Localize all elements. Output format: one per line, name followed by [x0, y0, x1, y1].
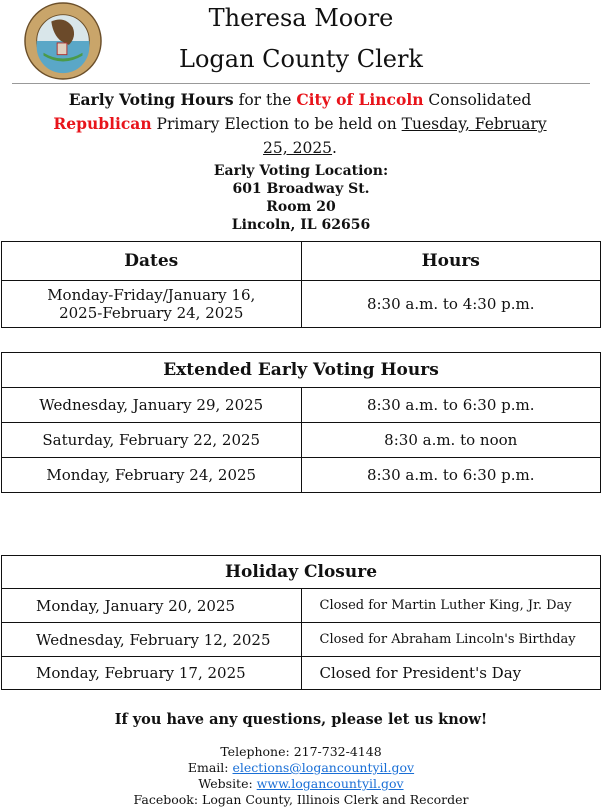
table-row [2, 423, 601, 458]
closure-cell: Closed for Martin Luther King, Jr. Day [301, 589, 601, 623]
intro-text-part: Primary Election to be held on [151, 115, 402, 133]
phone-number: 217-732-4148 [293, 744, 382, 759]
date-cell: Monday-Friday/January 16, 2025-February 24, 2025 [2, 281, 302, 328]
intro-text-part: Consolidated [423, 91, 532, 109]
party-name: Republican [53, 114, 152, 133]
clerk-office: Logan County Clerk [179, 45, 423, 73]
hours-cell: 8:30 a.m. to 6:30 p.m. [301, 458, 601, 493]
hours-table [1, 241, 601, 328]
date-cell: Monday, February 24, 2025 [2, 458, 302, 493]
date-cell: Wednesday, February 12, 2025 [2, 623, 302, 657]
voting-location [0, 162, 602, 234]
location-address: 601 Broadway St. [232, 181, 370, 197]
hours-cell: 8:30 a.m. to 6:30 p.m. [301, 388, 601, 423]
header-dates: Dates [2, 242, 302, 281]
contact-info [0, 744, 602, 808]
election-date: Tuesday, February 25, 2025 [263, 115, 547, 157]
table-row [2, 623, 601, 657]
website-label: Website: [198, 776, 257, 791]
location-room: Room 20 [266, 199, 336, 215]
email-label: Email: [187, 760, 233, 775]
city-name: City of Lincoln [296, 90, 424, 109]
location-label: Early Voting Location: [213, 163, 389, 179]
closure-cell: Closed for President's Day [301, 657, 601, 690]
date-cell: Saturday, February 22, 2025 [2, 423, 302, 458]
hours-cell: 8:30 a.m. to noon [301, 423, 601, 458]
clerk-name: Theresa Moore [208, 4, 394, 32]
closure-cell: Closed for Abraham Lincoln's Birthday [301, 623, 601, 657]
extended-title: Extended Early Voting Hours [2, 353, 601, 388]
intro-text-part: for the [233, 91, 297, 109]
website-link[interactable]: www.logancountyil.gov [256, 776, 404, 791]
extended-hours-table [1, 352, 601, 493]
intro-bold: Early Voting Hours [68, 90, 234, 109]
header-hours: Hours [301, 242, 601, 281]
table-row [2, 388, 601, 423]
intro-text-part: . [332, 139, 337, 157]
date-cell: Monday, February 17, 2025 [2, 657, 302, 690]
date-cell: Monday, January 20, 2025 [2, 589, 302, 623]
location-city: Lincoln, IL 62656 [231, 217, 371, 233]
facebook-info: Facebook: Logan County, Illinois Clerk and Recorder [133, 792, 469, 807]
table-row [2, 589, 601, 623]
holiday-title: Holiday Closure [2, 556, 601, 589]
divider [12, 83, 590, 84]
email-link[interactable]: elections@logancountyil.gov [232, 760, 415, 775]
holiday-closure-table [1, 555, 601, 690]
hours-cell: 8:30 a.m. to 4:30 p.m. [301, 281, 601, 328]
intro-text [40, 88, 560, 160]
questions-heading: If you have any questions, please let us know! [114, 711, 488, 728]
table-row [2, 657, 601, 690]
table-row [2, 281, 601, 328]
date-cell: Wednesday, January 29, 2025 [2, 388, 302, 423]
phone-label: Telephone: [220, 744, 294, 759]
table-row [2, 458, 601, 493]
